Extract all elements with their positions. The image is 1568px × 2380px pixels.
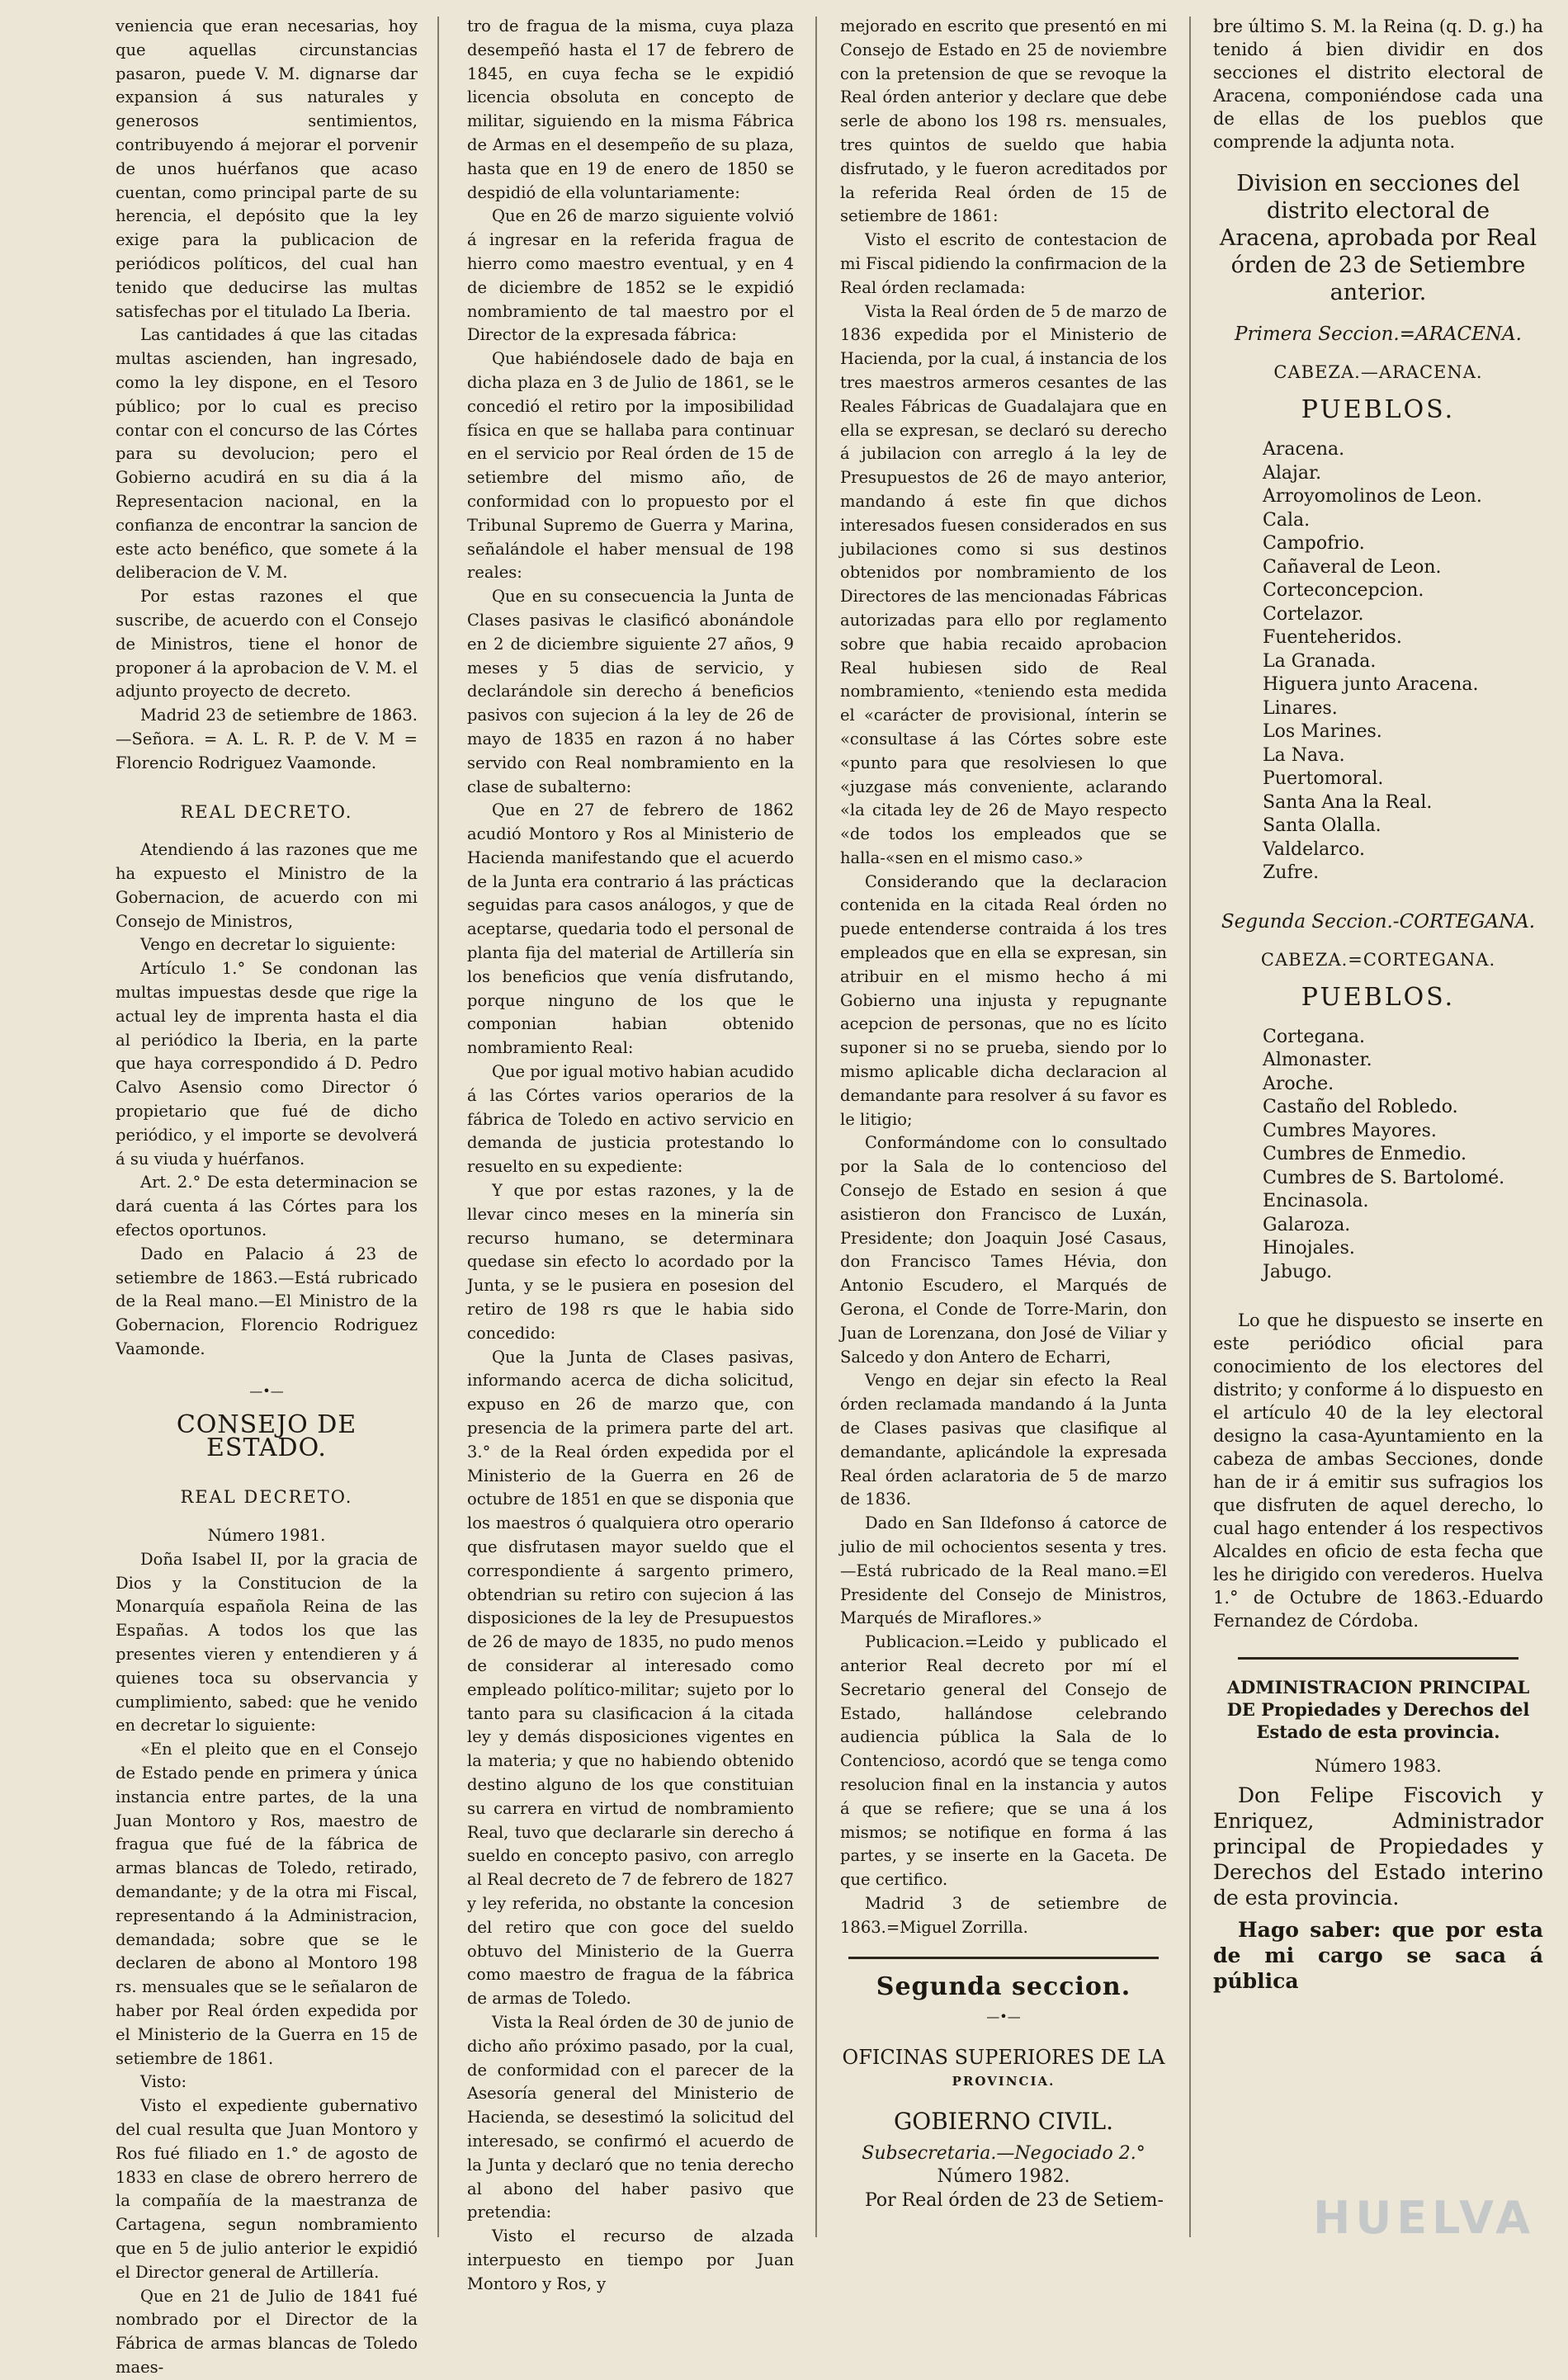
pueblos-heading: PUEBLOS. (1301, 395, 1456, 424)
paragraph: Considerando que la declaracion contenida en la citada Real órden no puede entenderse contraida á los tres empleados que en ella se expresan, sin atribuir en el mismo hecho á mi Gobierno una injusta y repugnante acepcion de personas, que no es lícito suponer si no se prueba, siendo por lo mismo aplicable dicha declaracion al demandante para resolver á su favor es le litigio; (840, 871, 1167, 1129)
paragraph: Que en su consecuencia la Junta de Clases pasivas le clasificó abonándole en 2 de diciembre siguiente 27 años, 9 meses y 5 dias de servicio, y declarándole sin derecho á beneficios pasivos con sujecion á la ley de 26 de mayo de 1835 en razon á no haber servido con Real nombramiento en la clase de subalterno: (467, 587, 794, 796)
paragraph: Visto: (140, 2072, 187, 2092)
column-3 (840, 15, 1167, 2237)
list-item: Fuenteheridos. (1263, 627, 1402, 648)
column-rule (1189, 17, 1191, 2237)
paragraph: Vista la Real órden de 5 de marzo de 1836 expedida por el Ministerio de Hacienda, por la cual, á instancia de los tres maestros armeros cesantes de las Reales Fábricas de Guadalajara que en ella se expresan, se declaró su derecho á jubilacion con arreglo á la ley de Presupuestos de 26 de mayo anterior, mandando á este fin que dichos interesados fuesen considerados en sus jubilaciones como si sus destinos obtenidos por nombramiento de los Directores de las mencionadas Fábricas autorizadas para ello por reglamento sobre que habia recaido aprobacion Real hubiesen sido de Real nombramiento, «teniendo esta medida el «carácter de provisional, ínterin se «consultase á las Córtes sobre este «punto para que resolviesen lo que «juzgase más conveniente, aclarando «la citada ley de 26 de Mayo respecto «de todos los empleados que se halla-«sen en el mismo caso.» (840, 301, 1167, 867)
paragraph: Que la Junta de Clases pasivas, informando acerca de dicha solicitud, expuso en 26 de marzo que, con presencia de la primera parte del art. 3.° de la Real órden expedida por el Ministerio de la Guerra en 26 de octubre de 1851 en que se disponia que los maestros ó qualquiera otro operario que disfrutasen mayor sueldo que el correspondiente á sargento primero, obtendrian su retiro con sujecion á las disposiciones de la ley de Presupuestos de 26 de mayo de 1835, no pudo menos de considerar al interesado como empleado político-militar; sujeto por lo tanto para su clasificacion á la citada ley y demás disposiciones vigentes en la materia; y que no habiendo obtenido destino alguno de los que constituian su carrera en virtud de nombramiento Real, tuvo que declararle sin derecho á sueldo en concepto pasivo, con arreglo al Real decreto de 7 de febrero de 1827 y ley referida, no obstante la concesion del retiro que con goce del sueldo obtuvo del Ministerio de la Guerra como maestro de fragua de la fábrica de armas de Toledo. (467, 1347, 794, 2009)
list-item: Almonaster. (1263, 1050, 1372, 1070)
paragraph: Publicacion.=Leido y publicado el anterior Real decreto por mí el Secretario general del Consejo de Estado, hallándose celebrando audiencia pública la Sala de lo Contencioso, acordó que se tenga como resolucion final en la instancia y autos á que se refiere; que se una á los mismos; se notifique en forma á las partes, y se inserte en la Gaceta. De que certifico. (840, 1632, 1167, 1890)
paragraph: tro de fragua de la misma, cuya plaza desempeñó hasta el 17 de febrero de 1845, en cuya fecha se le expidió licencia obsoluta en concepto de militar, siguiendo en la misma Fábrica de Armas en el desempeño de su plaza, hasta que en 19 de enero de 1850 se despidió de ella voluntariamente: (467, 17, 794, 202)
paragraph: mejorado en escrito que presentó en mi Consejo de Estado en 25 de noviembre con la pretension de que se revoque la Real órden anterior y declare que debe serle de abono los 198 rs. mensuales, tres quintos de sueldo que habia disfrutado, y le fueron acreditados por la referida Real órden de 15 de setiembre de 1861: (840, 17, 1167, 226)
section-heading: Segunda Seccion.-CORTEGANA. (1221, 910, 1536, 933)
list-item: Cortegana. (1263, 1026, 1365, 1047)
list-item: Campofrio. (1263, 533, 1365, 554)
subsecretaria-label: Subsecretaria.—Negociado 2.° (862, 2142, 1145, 2164)
paragraph: Por estas razones el que suscribe, de acuerdo con el Consejo de Ministros, tiene el honor de proponer á la aprobacion de V. M. el adjunto proyecto de decreto. (116, 587, 418, 701)
column-2 (467, 15, 794, 2293)
town-list (1213, 438, 1543, 885)
section-heading: REAL DECRETO. (180, 801, 353, 822)
paragraph: Madrid 3 de setiembre de 1863.=Miguel Zorrilla. (840, 1893, 1167, 1937)
paragraph: veniencia que eran necesarias, hoy que aquellas circunstancias pasaron, puede V. M. dignarse dar expansion á sus naturales y generosos sentimientos, contribuyendo á mejorar el porvenir de unos huérfanos que acaso cuentan, como principal parte de su herencia, el depósito que la ley exige para la publicacion de periódicos políticos, del cual han tenido que deducirse las multas satisfechas por el titulado La Iberia. (116, 17, 418, 321)
paragraph: Visto el escrito de contestacion de mi Fiscal pidiendo la confirmacion de la Real órden reclamada: (840, 230, 1167, 297)
paragraph: Vista la Real órden de 30 de junio de dicho año próximo pasado, por la cual, de conformidad con el parecer de la Asesoría general del Ministerio de Hacienda, se desestimó la solicitud del interesado, se confirmó el acuerdo de la Junta y declaró que no tenia derecho al abono del haber pasivo que pretendia: (467, 2012, 794, 2222)
list-item: Higuera junto Aracena. (1263, 674, 1479, 695)
paragraph: Vengo en dejar sin efecto la Real órden reclamada mandando á la Junta de Clases pasivas que clasifique al demandante, aplicándole la expresada Real órden aclaratoria de 5 de marzo de 1836. (840, 1371, 1167, 1509)
list-item: La Nava. (1263, 744, 1345, 766)
division-heading: Division en secciones del distrito electoral de Aracena, aprobada por Real órden de 23 de Setiembre anterior. (1219, 171, 1537, 305)
list-item: Puertomoral. (1263, 768, 1384, 789)
list-item: Cumbres de Enmedio. (1263, 1144, 1466, 1164)
paragraph: Conformándome con lo consultado por la Sala de lo contencioso del Consejo de Estado en sesion á que asistieron don Francisco de Luxán, Presidente; don Joaquin José Casaus, don Francisco Tames Hévia, don Antonio Escudero, el Marqués de Gerona, el Conde de Torre-Marin, don Juan de Lorenzana, don José de Viliar y Salcedo y don Antero de Echarri, (840, 1133, 1167, 1367)
column-4 (1213, 15, 1543, 2237)
paragraph: Visto el recurso de alzada interpuesto en tiempo por Juan Montoro y Ros, y (467, 2227, 794, 2293)
column-1 (116, 15, 418, 2377)
list-item: Zufre. (1263, 862, 1320, 883)
paragraph: Por Real órden de 23 de Setiem- (865, 2190, 1164, 2212)
list-item: Cañaveral de Leon. (1263, 556, 1442, 578)
separator: —•— (249, 1382, 284, 1399)
paragraph: Vengo en decretar lo siguiente: (140, 935, 396, 955)
paragraph: bre último S. M. la Reina (q. D. g.) ha tenido á bien dividir en dos secciones el distrito electoral de Aracena, componiéndose cada una de ellas de los pueblos que comprende la adjunta nota. (1213, 17, 1543, 152)
notice-number: Número 1983. (1315, 1756, 1442, 1776)
list-item: Santa Olalla. (1263, 815, 1381, 836)
paragraph: Y que por estas razones, y la de llevar cinco meses en la minería sin recurso humano, se determinara quedase sin efecto lo acordado por la Junta, y se le pusiera en posesion del retiro de 198 rs que le habia sido concedido: (467, 1181, 794, 1343)
column-rule (437, 17, 439, 2237)
list-item: Santa Ana la Real. (1263, 791, 1433, 813)
list-item: Arroyomolinos de Leon. (1263, 486, 1482, 507)
paragraph: Artículo 1.° Se condonan las multas impuestas desde que rige la actual ley de imprenta hasta el dia al periódico la Iberia, en la parte que haya correspondido á D. Pedro Calvo Asensio como Director ó propietario que fué de dicho periódico, y el importe se devolverá á su viuda y huérfanos. (116, 959, 418, 1169)
paragraph: Don Felipe Fiscovich y Enriquez, Administrador principal de Propiedades y Derechos del Estado interino de esta provincia. (1213, 1783, 1543, 1910)
paragraph: Que en 21 de Julio de 1841 fué nombrado por el Director de la Fábrica de armas blancas de Toledo maes- (116, 2286, 418, 2377)
watermark: HUELVA (1313, 2192, 1535, 2244)
paragraph: Dado en San Ildefonso á catorce de julio de mil ochocientos sesenta y tres.—Está rubricado de la Real mano.=El Presidente del Consejo de Ministros, Marqués de Miraflores.» (840, 1513, 1167, 1628)
paragraph: Madrid 23 de setiembre de 1863. —Señora. = A. L. R. P. de V. M = Florencio Rodriguez Vaamonde. (116, 706, 418, 772)
paragraph: Que habiéndosele dado de baja en dicha plaza en 3 de Julio de 1861, se le concedió el retiro por la imposibilidad física en que se hallaba para continuar en el servicio por Real órden de 15 de setiembre del mismo año, de conformidad con lo propuesto por el Tribunal Supremo de Guerra y Marina, señalándole el haber mensual de 198 reales: (467, 349, 794, 583)
town-list (1213, 1026, 1543, 1285)
list-item: Galaroza. (1263, 1214, 1351, 1235)
list-item: Cumbres Mayores. (1263, 1120, 1437, 1141)
paragraph: Dado en Palacio á 23 de setiembre de 1863.—Está rubricado de la Real mano.—El Ministro de la Gobernacion, Florencio Rodriguez Vaamonde. (116, 1244, 418, 1359)
paragraph: Visto el expediente gubernativo del cual resulta que Juan Montoro y Ros fué filiado en 1.° de agosto de 1833 en clase de obrero herrero de la compañía de la maestranza de Cartagena, segun nombramiento que en 5 de julio anterior le expidió el Director general de Artillería. (116, 2096, 418, 2282)
paragraph: Atendiendo á las razones que me ha expuesto el Ministro de la Gobernacion, de acuerdo con mi Consejo de Ministros, (116, 840, 418, 931)
section-heading: GOBIERNO CIVIL. (893, 2107, 1114, 2135)
cabeza-heading: CABEZA.—ARACENA. (1273, 362, 1483, 382)
section-heading: CONSEJO DE ESTADO. (176, 1410, 357, 1463)
list-item: Hinojales. (1263, 1238, 1355, 1258)
list-item: Cala. (1263, 509, 1311, 531)
pueblos-heading: PUEBLOS. (1301, 982, 1456, 1012)
horizontal-rule (1238, 1657, 1518, 1660)
section-heading: REAL DECRETO. (180, 1487, 353, 1508)
notice-number: Número 1981. (207, 1526, 326, 1546)
office-heading: OFICINAS SUPERIORES DE LA (842, 2046, 1165, 2070)
list-item: Cortelazor. (1263, 603, 1364, 625)
list-item: Jabugo. (1263, 1261, 1333, 1282)
list-item: Aroche. (1263, 1073, 1334, 1094)
list-item: Encinasola. (1263, 1191, 1369, 1211)
list-item: Cumbres de S. Bartolomé. (1263, 1167, 1505, 1188)
paragraph: Las cantidades á que las citadas multas ascienden, han ingresado, como la ley dispone, en el Tesoro público; por lo cual es preciso contar con el concurso de las Córtes para su devolucion; pero el Gobierno acudirá en su dia á la Representacion nacional, en la confianza de encontrar la sancion de este acto benéfico, que somete á la deliberacion de V. M. (116, 325, 418, 583)
list-item: Castaño del Robledo. (1263, 1097, 1458, 1117)
list-item: Valdelarco. (1263, 838, 1365, 860)
list-item: Alajar. (1263, 462, 1322, 484)
paragraph: Que por igual motivo habian acudido á las Córtes varios operarios de la fábrica de Toledo en activo servicio en demanda de justicia protestando lo resuelto en su expediente: (467, 1062, 794, 1177)
horizontal-rule (848, 1957, 1159, 1959)
list-item: Aracena. (1263, 439, 1345, 460)
separator: —•— (986, 2009, 1021, 2025)
list-item: Los Marines. (1263, 721, 1382, 742)
paragraph: Art. 2.° De esta determinacion se dará cuenta á las Córtes para los efectos oportunos. (116, 1173, 418, 1240)
paragraph: «En el pleito que en el Consejo de Estado pende en primera y única instancia entre partes, de la una Juan Montoro y Ros, maestro de fragua que fué de la fábrica de armas blancas de Toledo, retirado, demandante; y de la otra mi Fiscal, representando á la Administracion, demandada; sobre que se le declaren de abono al Montoro 198 rs. mensuales que se le señalaron de haber por Real órden expedida por el Ministerio de la Guerra en 15 de setiembre de 1861. (116, 1740, 418, 2068)
paragraph: Hago saber: que por esta de mi cargo se saca á pública (1213, 1918, 1543, 1993)
office-subheading: PROVINCIA. (952, 2073, 1056, 2089)
section-heading: Primera Seccion.=ARACENA. (1235, 323, 1522, 345)
cabeza-heading: CABEZA.=CORTEGANA. (1260, 949, 1496, 970)
paragraph: Que en 26 de marzo siguiente volvió á ingresar en la referida fragua de hierro como maestro eventual, y en 4 de diciembre de 1852 se le expidió nombramiento de tal maestro por el Director de la expresada fábrica: (467, 206, 794, 345)
list-item: Corteconcepcion. (1263, 580, 1424, 601)
section-heading: Segunda seccion. (876, 1972, 1131, 2001)
list-item: La Granada. (1263, 650, 1377, 672)
list-item: Linares. (1263, 697, 1338, 719)
paragraph: Que en 27 de febrero de 1862 acudió Montoro y Ros al Ministerio de Hacienda manifestando que el acuerdo de la Junta era contrario á las prácticas seguidas para casos análogos, y que de aceptarse, quedaria todo el personal de planta fija del material de Artillería sin los beneficios que venía disfrutando, porque ninguno de los que le componian habian obtenido nombramiento Real: (467, 800, 794, 1058)
notice-number: Número 1982. (937, 2166, 1070, 2188)
administration-heading: ADMINISTRACION PRINCIPAL DE Propiedades y Derechos del Estado de esta provincia. (1226, 1677, 1530, 1742)
column-rule (815, 17, 817, 2237)
paragraph: Doña Isabel II, por la gracia de Dios y la Constitucion de la Monarquía española Reina de las Españas. A todos los que las presentes vieren y entendieren y á quienes toca su observancia y cumplimiento, sabed: que he venido en decretar lo siguiente: (116, 1549, 418, 1735)
paragraph: Lo que he dispuesto se inserte en este periódico oficial para conocimiento de los electores del distrito; y conforme á lo dispuesto en el artículo 40 de la ley electoral designo la casa-Ayuntamiento en la cabeza de ambas Secciones, donde han de ir á emitir sus sufragios los que disfruten de aquel derecho, lo cual hago entender á los respectivos Alcaldes en oficio de esta fecha que les he dirigido con verederos. Huelva 1.° de Octubre de 1863.-Eduardo Fernandez de Córdoba. (1213, 1310, 1543, 1631)
